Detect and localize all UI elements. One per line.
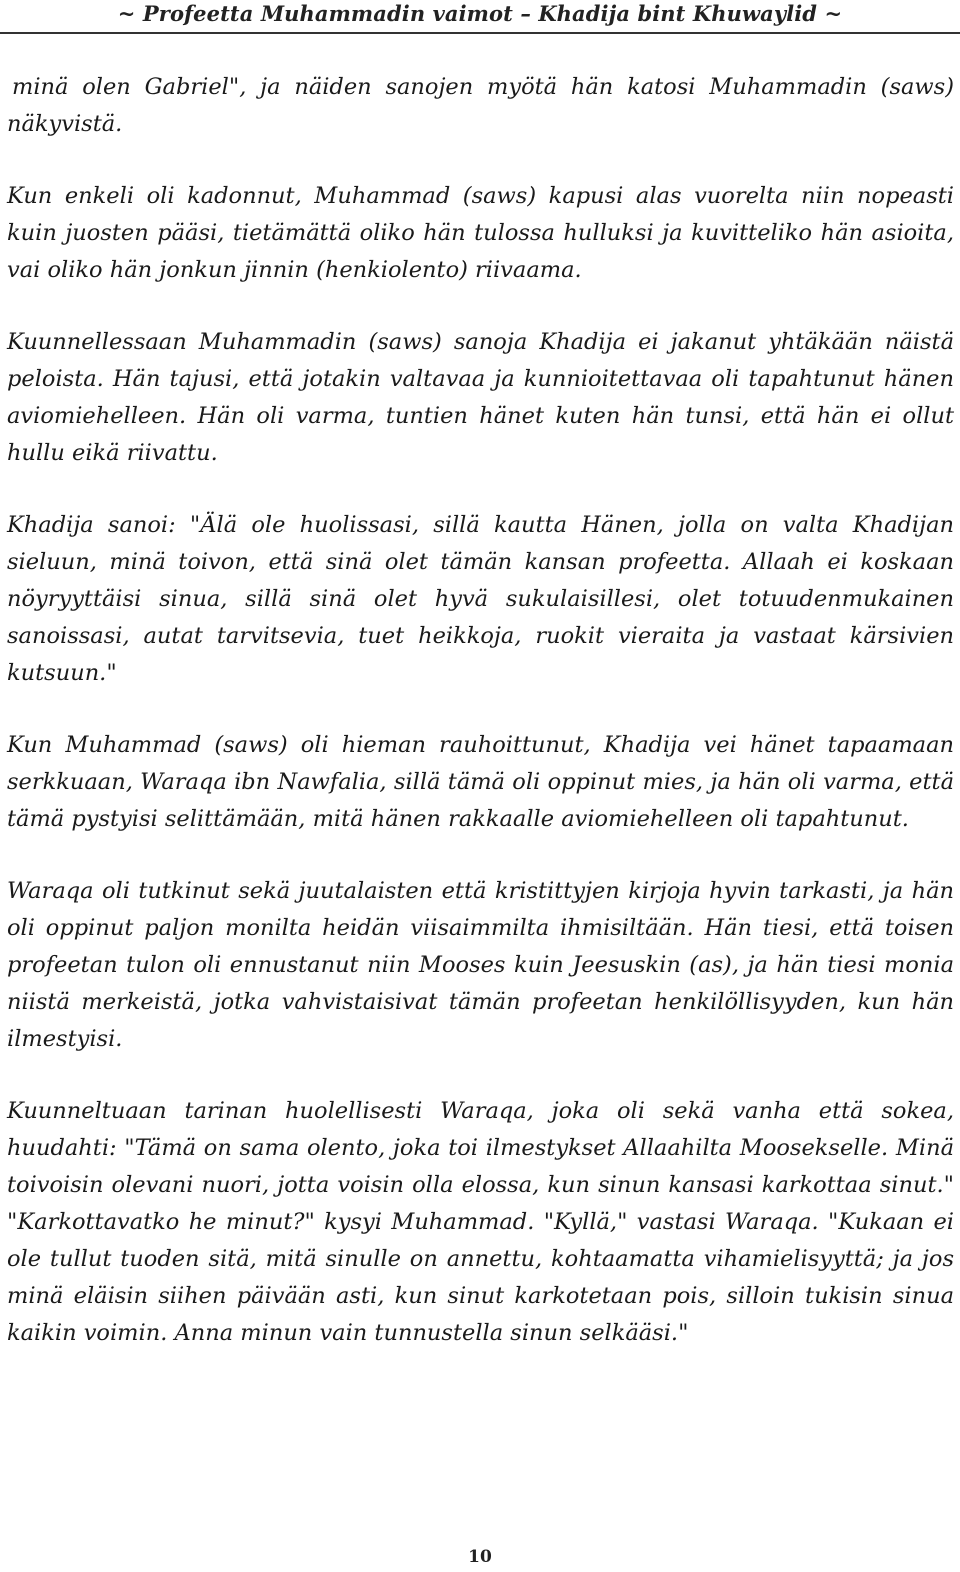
page-body <box>7 69 954 1387</box>
paragraph: Kuunnellessaan Muhammadin (saws) sanoja Khadija ei jakanut yhtäkään näistä peloista. Hän tajusi, että jotakin valtavaa ja kunnioitettavaa oli tapahtunut hänen aviomiehelleen. Hän oli varma, tuntien hänet kuten hän tunsi, että hän ei ollut hullu eikä riivattu. <box>7 329 954 466</box>
paragraph: Kuunneltuaan tarinan huolellisesti Waraqa, joka oli sekä vanha että sokea, huudahti: "Tämä on sama olento, joka toi ilmestykset Allaahilta Moosekselle. Minä toivoisin olevani nuori, jotta voisin olla elossa, kun sinun kansasi karkottaa sinut." "Karkottavatko he minut?" kysyi Muhammad. "Kyllä," vastasi Waraqa. "Kukaan ei ole tullut tuoden sitä, mitä sinulle on annettu, kohtaamatta vihamielisyyttä; ja jos minä eläisin siihen päivään asti, kun sinut karkotetaan pois, silloin tukisin sinua kaikin voimin. Anna minun vain tunnustella sinun selkääsi." <box>7 1098 954 1346</box>
paragraph: minä olen Gabriel", ja näiden sanojen myötä hän katosi Muhammadin (saws) näkyvistä. <box>7 74 954 137</box>
running-header <box>0 0 960 34</box>
paragraph: Waraqa oli tutkinut sekä juutalaisten että kristittyjen kirjoja hyvin tarkasti, ja hän oli oppinut paljon monilta heidän viisaimmilta ihmisiltään. Hän tiesi, että toisen profeetan tulon oli ennustanut niin Mooses kuin Jeesuskin (as), ja hän tiesi monia niistä merkeistä, jotka vahvistaisivat tämän profeetan henkilöllisyyden, kun hän ilmestyisi. <box>7 878 954 1052</box>
paragraph: Kun Muhammad (saws) oli hieman rauhoittunut, Khadija vei hänet tapaamaan serkkuaan, Waraqa ibn Nawfalia, sillä tämä oli oppinut mies, ja hän oli varma, että tämä pystyisi selittämään, mitä hänen rakkaalle aviomiehelleen oli tapahtunut. <box>7 732 954 832</box>
header-title: ~ Profeetta Muhammadin vaimot – Khadija bint Khuwaylid ~ <box>117 1 843 26</box>
page-number: 10 <box>468 1547 492 1567</box>
paragraph: Khadija sanoi: "Älä ole huolissasi, sillä kautta Hänen, jolla on valta Khadijan sieluun, minä toivon, että sinä olet tämän kansan profeetta. Allaah ei koskaan nöyryyttäisi sinua, sillä sinä olet hyvä sukulaisillesi, olet totuudenmukainen sanoissasi, autat tarvitsevia, tuet heikkoja, ruokit vieraita ja vastaat kärsivien kutsuun." <box>7 512 954 686</box>
paragraph: Kun enkeli oli kadonnut, Muhammad (saws) kapusi alas vuorelta niin nopeasti kuin juosten pääsi, tietämättä oliko hän tulossa hulluksi ja kuvitteliko hän asioita, vai oliko hän jonkun jinnin (henkiolento) riivaama. <box>7 183 954 283</box>
